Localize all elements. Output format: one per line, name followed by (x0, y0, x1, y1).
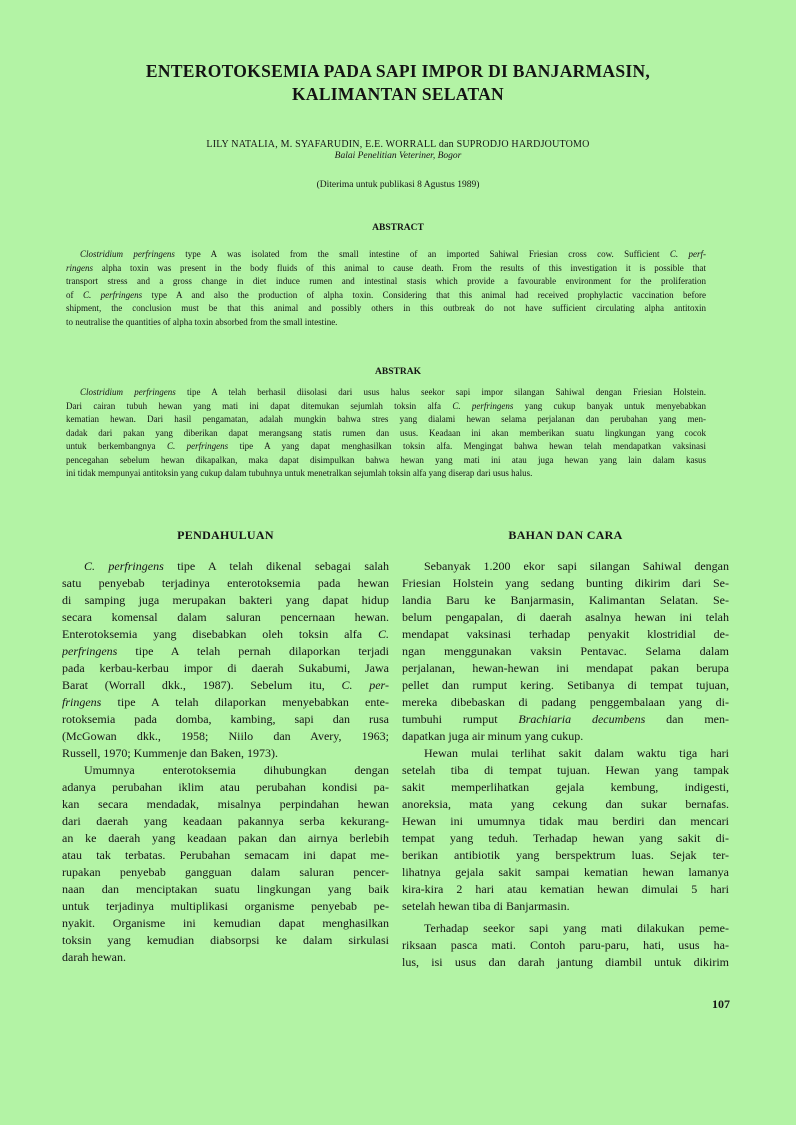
abstract-line: ringens alpha toxin was present in the body fluids of this animal to cause death. From the results of this investigation it is possible that (66, 262, 706, 273)
body-line: di samping juga merupakan bakteri yang dapat hidup (62, 593, 389, 607)
abstrak-line: Clostridium perfringens tipe A telah berhasil diisolasi dari usus halus seekor sapi impor silangan Sahiwal dengan Friesian Holstein. (80, 387, 706, 397)
body-line: Hewan ini umumnya tidak mau berdiri dan mencari (402, 814, 729, 828)
body-line: lus, isi usus dan darah jantung diambil untuk dikirim (402, 955, 729, 969)
species-name: C. perf- (669, 249, 706, 259)
affiliation: Balai Penelitian Veteriner, Bogor (334, 151, 462, 161)
body-line: an ke daerah yang keadaan pakan dan airnya berlebih (62, 831, 389, 845)
body-line: tempat yang teduh. Terhadap hewan yang sakit di- (402, 831, 729, 845)
body-line: dapatkan juga air minum yang cukup. (402, 729, 584, 743)
species-name: C. (377, 627, 389, 641)
species-name: Brachiaria decumbens (518, 712, 646, 726)
species-name: C. perfringens (452, 400, 514, 411)
body-line: Sebanyak 1.200 ekor sapi silangan Sahiwal dengan (424, 559, 729, 573)
species-name: ringens (66, 262, 93, 273)
body-line: setelah hewan tiba di Banjarmasin. (402, 899, 570, 913)
abstract-line: of C. perfringens type A and also the production of alpha toxin. Considering that this animal had received prophylactic vaccination before (66, 289, 706, 300)
body-line: berikan antibiotik yang berspektrum luas. Sejak ter- (402, 848, 729, 862)
body-line: dari daerah yang keadaan pakannya serba kekurang- (62, 814, 389, 828)
pendahuluan-body (62, 558, 389, 966)
body-line: C. perfringens tipe A telah dikenal sebagai salah (84, 559, 389, 573)
body-line: Terhadap seekor sapi yang mati dilakukan peme- (424, 921, 729, 935)
body-line: Barat (Worrall dkk., 1987). Sebelum itu, C. per- (62, 678, 389, 692)
body-line: Russell, 1970; Kummenje dan Baken, 1973). (62, 746, 278, 760)
body-line: rupakan penyebab gangguan dalam saluran pencer- (62, 865, 389, 879)
body-line: (McGowan dkk., 1958; Niilo dan Avery, 1963; (62, 729, 389, 743)
body-line: lihatnya gejala sakit sampai kematian hewan lamanya (402, 865, 729, 879)
body-line: atau tak terbatas. Perubahan semacam ini dapat me- (62, 848, 389, 862)
species-name: C. per- (341, 678, 389, 692)
abstract-body (66, 248, 706, 329)
abstrak-line: pencegahan sebelum hewan dikapalkan, maka dapat disimpulkan bahwa hewan yang mati ini atau juga hewan yang lain dalam kasus (66, 454, 706, 465)
body-line: ngan menggunakan vaksin Pentavac. Selama dalam (402, 644, 729, 658)
abstract-line: Clostridium perfringens type A was isolated from the small intestine of an imported Sahiwal Friesian cross cow. Sufficient C. perf- (80, 249, 706, 259)
body-line: fringens tipe A telah dilaporkan menyebabkan ente- (62, 695, 389, 709)
body-line: Enterotoksemia yang disebabkan oleh toksin alfa C. (62, 627, 389, 641)
species-name: C. perfringens (82, 289, 143, 300)
abstrak-line: ini tidak mempunyai antitoksin yang cukup dalam tubuhnya untuk menetralkan sejumlah toksin alfa yang diserap dari usus halus. (66, 468, 533, 478)
body-line: mereka dibebaskan di padang penggembalaan yang di- (402, 695, 729, 709)
section-heading-pendahuluan: PENDAHULUAN (177, 528, 274, 542)
abstrak-line: dadak dari pakan yang diberikan dapat merangsang statis rumen dan usus. Keadaan ini akan memberikan suatu lingkungan yang cocok (66, 427, 706, 438)
body-line: setelah tiba di tempat tujuan. Hewan yang tampak (402, 763, 729, 777)
body-line: secara komensal dalam saluran pencernaan hewan. (62, 610, 389, 624)
body-line: belum pengapalan, di daerah asalnya hewan ini telah (402, 610, 729, 624)
title-line-2: KALIMANTAN SELATAN (291, 84, 505, 104)
body-line: pada kerbau-kerbau impor di daerah Sukabumi, Jawa (62, 661, 389, 675)
title-line-1: ENTEROTOKSEMIA PADA SAPI IMPOR DI BANJARMASIN, (145, 61, 651, 81)
species-name: C. perfringens (166, 441, 229, 451)
body-line: kira-kira 2 hari atau kematian hewan dimulai 5 hari (402, 882, 729, 896)
body-line: tumbuhi rumput Brachiaria decumbens dan men- (402, 712, 729, 726)
body-line: pellet dan rumput kering. Setibanya di tempat tujuan, (402, 678, 729, 692)
abstrak-line: untuk berkembangnya C. perfringens tipe A yang dapat menghasilkan toksin alfa. Mengingat bahwa hewan telah mendapatkan vaksinasi (66, 441, 706, 451)
abstrak-line: Dari cairan tubuh hewan yang mati ini dapat ditemukan sejumlah toksin alfa C. perfringens yang cukup banyak untuk menyebabkan (66, 400, 706, 411)
abstract-line: shipment, the conclusion must be that this animal and possibly others in this outbreak do not have sufficient circulating alpha antitoxin (66, 303, 706, 313)
bahan-body (402, 558, 729, 971)
body-line: adanya perubahan iklim atau perubahan kondisi pa- (62, 780, 389, 794)
abstrak-heading: ABSTRAK (375, 367, 421, 377)
body-line: Umumnya enterotoksemia dihubungkan dengan (84, 763, 389, 777)
body-line: darah hewan. (62, 950, 126, 964)
species-name: C. perfringens (84, 559, 164, 573)
body-line: anoreksia, mata yang cekung dan sukar bernafas. (402, 797, 729, 811)
body-line: untuk terjadinya multiplikasi organisme penyebab pe- (62, 899, 389, 913)
body-line: perjalanan, hewan-hewan ini mendapat pakan berupa (402, 661, 729, 675)
received-date: (Diterima untuk publikasi 8 Agustus 1989) (316, 180, 480, 190)
abstrak-body (66, 386, 706, 481)
body-line: rotoksemia pada domba, kambing, sapi dan rusa (62, 712, 389, 726)
species-name: perfringens (62, 644, 118, 658)
abstract-heading: ABSTRACT (372, 223, 424, 233)
body-line: toksin yang kemudian diabsorpsi ke dalam sirkulasi (62, 933, 389, 947)
body-line: naan dan menciptakan suatu lingkungan yang baik (62, 882, 389, 896)
body-line: sakit memperlihatkan gejala kembung, indigesti, (402, 780, 729, 794)
body-line: landia Baru ke Banjarmasin, Kalimantan Selatan. Se- (402, 593, 729, 607)
paper-title (60, 60, 736, 106)
body-line: Hewan mulai terlihat sakit dalam waktu tiga hari (424, 746, 729, 760)
body-line: kan secara mendadak, misalnya perpindahan hewan (62, 797, 389, 811)
abstract-line: transport stress and a gross change in diet induce rumen and intestinal stasis which provide a favourable environment for the proliferation (66, 276, 706, 286)
species-name: Clostridium perfringens (80, 249, 175, 259)
abstract-line: to neutralise the quantities of alpha toxin absorbed from the small intestine. (66, 316, 338, 327)
body-line: riksaan pasca mati. Contoh paru-paru, hati, usus ha- (402, 938, 729, 952)
body-line: nyakit. Organisme ini kemudian dapat menghasilkan (62, 916, 389, 930)
section-heading-bahan-dan-cara: BAHAN DAN CARA (508, 528, 623, 542)
body-line: perfringens tipe A telah pernah dilaporkan terjadi (62, 644, 389, 658)
species-name: fringens (62, 695, 102, 709)
species-name: Clostridium perfringens (80, 387, 176, 397)
page-number: 107 (712, 997, 730, 1011)
abstrak-line: kematian hewan. Dari hasil pengamatan, adalah mungkin bahwa stres yang dialami hewan selama perjalanan dan perubahan yang men- (66, 414, 706, 424)
author-list: LILY NATALIA, M. SYAFARUDIN, E.E. WORRALL dan SUPRODJO HARDJOUTOMO (206, 139, 590, 150)
body-line: satu penyebab terjadinya enterotoksemia pada hewan (62, 576, 389, 590)
body-line: mendapat vaksinasi terhadap penyakit klostridial de- (402, 627, 729, 641)
body-line: Friesian Holstein yang sedang bunting dikirim dari Se- (402, 576, 729, 590)
